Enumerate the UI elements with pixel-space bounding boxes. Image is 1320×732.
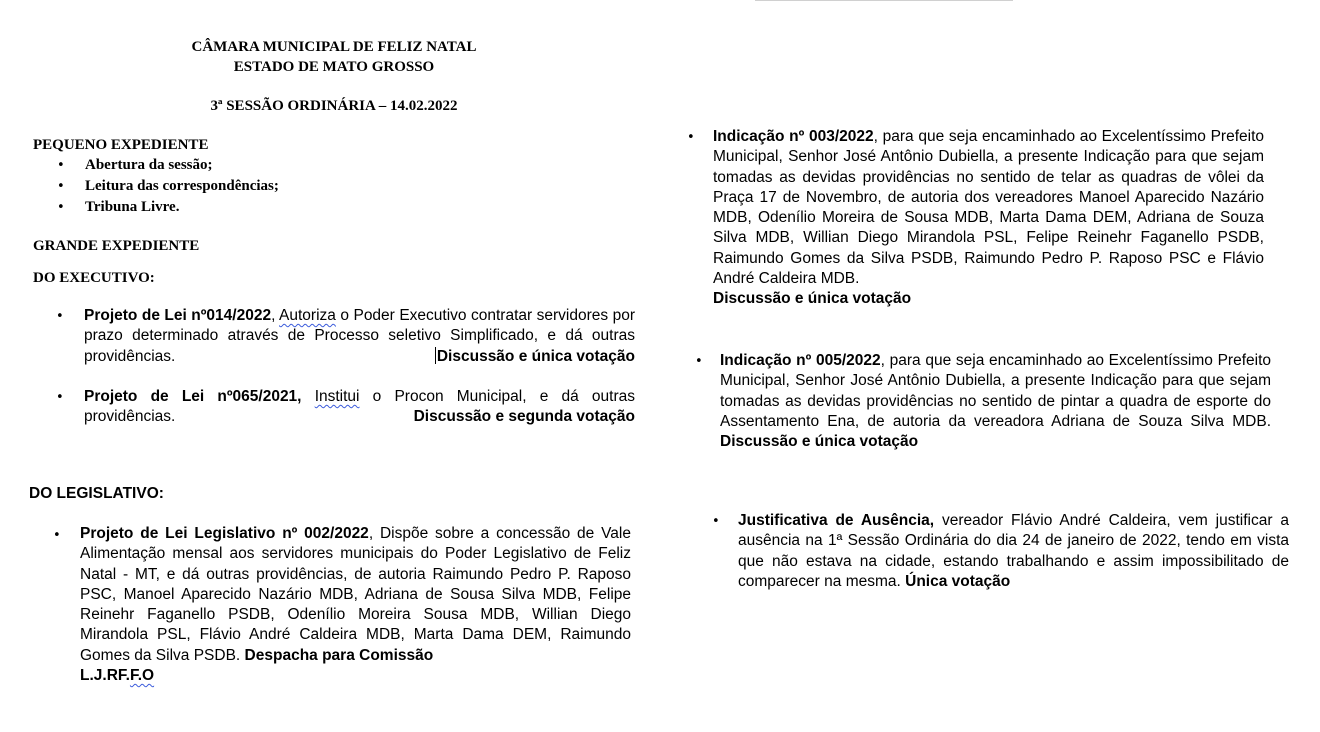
bullet-icon: • bbox=[56, 390, 64, 405]
item-text: , para que seja encaminhado ao Excelentíssimo Prefeito Municipal, Senhor José Antônio Dubiella, a presente Indicação para que sejam tomadas as devidas providências no sentido de telar as quadras de vôlei da Praça 17 de Novembro, de autoria dos vereadores Manoel Aparecido Nazário MDB, Odenílio Moreira de Sousa MDB, Marta Dama DEM, Adriana de Souza Silva MDB, Willian Diego Mirandola PSL, Felipe Reinehr Faganello PSDB, Raimundo Gomes da Silva PSDB, Raimundo Pedro P. Raposo PSC e Flávio André Caldeira MDB. bbox=[713, 128, 1264, 288]
item-title: Justificativa de Ausência, bbox=[738, 512, 935, 529]
item-title: Indicação nº 003/2022 bbox=[713, 128, 874, 145]
bullet-icon: • bbox=[56, 309, 64, 324]
chamber-title: CÂMARA MUNICIPAL DE FELIZ NATAL bbox=[191, 39, 477, 55]
justificativa-item bbox=[738, 511, 1289, 592]
do-executivo-heading: DO EXECUTIVO: bbox=[33, 270, 155, 286]
spellcheck-flagged-word: Autoriza bbox=[279, 307, 336, 324]
item-status: Única votação bbox=[905, 572, 1011, 590]
grande-expediente-heading: GRANDE EXPEDIENTE bbox=[33, 238, 200, 254]
list-item: • Abertura da sessão; bbox=[33, 155, 353, 176]
session-title: 3ª SESSÃO ORDINÁRIA – 14.02.2022 bbox=[210, 98, 458, 114]
separator-text bbox=[302, 388, 315, 405]
commission-code-part: L.J.RF. bbox=[80, 667, 130, 685]
item-status: Discussão e única votação bbox=[436, 347, 635, 365]
legislativo-item bbox=[80, 524, 631, 686]
item-status: Discussão e segunda votação bbox=[413, 408, 635, 426]
item-title: Projeto de Lei nº065/2021, bbox=[84, 388, 302, 405]
item-text: , Dispõe sobre a concessão de Vale Alimentação mensal aos servidores municipais do Poder Legislativo de Feliz Natal - MT, e dá outras providências, de autoria Raimundo Pedro P. Raposo PSC, Manoel Aparecido Nazário MDB, Adriana de Sousa Silva MDB, Felipe Reinehr Faganello PSDB, Odenílio Moreira Sousa MDB, Willian Diego Mirandola PSL, Flávio André Caldeira MDB, Marta Dama DEM, Raimundo Gomes da Silva PSDB. bbox=[80, 525, 631, 664]
page-top-rule bbox=[755, 0, 1013, 1]
spellcheck-flagged-word: F.O bbox=[129, 667, 155, 685]
commission-code bbox=[80, 667, 154, 684]
item-text: o Procon Municipal, e dá outras providências. bbox=[84, 388, 636, 426]
item-text: , para que seja encaminhado ao Excelentíssimo Prefeito Municipal, Senhor José Antônio Dubiella, a presente Indicação para que sejam tomadas as devidas providências no sentido de pintar a quadra de esporte do Assentamento Ena, de autoria da vereadora Adriana de Souza Silva MDB. bbox=[720, 352, 1271, 430]
item-text: o Poder Executivo contratar servidores por prazo determinado através de Processo seletivo Simplificado, e dá outras providências. bbox=[84, 307, 636, 365]
indicacao-item bbox=[720, 351, 1271, 452]
state-title: ESTADO DE MATO GROSSO bbox=[233, 59, 435, 75]
item-title: Projeto de Lei nº014/2022 bbox=[84, 307, 272, 324]
pequeno-expediente-heading: PEQUENO EXPEDIENTE bbox=[33, 137, 209, 153]
bullet-icon: • bbox=[53, 528, 61, 543]
bullet-icon: • bbox=[687, 130, 695, 145]
do-legislativo-heading: DO LEGISLATIVO: bbox=[29, 485, 164, 502]
text-cursor bbox=[435, 347, 436, 364]
item-status: Discussão e única votação bbox=[720, 433, 919, 451]
item-status: Despacha para Comissão bbox=[244, 646, 434, 664]
list-item: • Leitura das correspondências; bbox=[33, 176, 353, 197]
list-item: • Tribuna Livre. bbox=[33, 197, 353, 218]
bullet-icon: • bbox=[695, 354, 703, 369]
item-title: Projeto de Lei Legislativo nº 002/2022 bbox=[80, 525, 369, 542]
item-text: vereador Flávio André Caldeira, vem justificar a ausência na 1ª Sessão Ordinária do dia 24 de janeiro de 2022, tendo em vista que não estava na cidade, estando trabalhando e assim impossibilitado de comparecer na mesma. bbox=[738, 512, 1289, 590]
separator-text: , bbox=[271, 307, 280, 324]
item-status: Discussão e única votação bbox=[713, 290, 912, 308]
item-title: Indicação nº 005/2022 bbox=[720, 352, 881, 369]
executivo-item bbox=[84, 387, 635, 428]
pequeno-expediente-list bbox=[33, 155, 353, 218]
bullet-icon: • bbox=[712, 514, 720, 529]
executivo-item bbox=[84, 306, 635, 367]
spellcheck-flagged-word: Institui bbox=[314, 388, 360, 405]
indicacao-item bbox=[713, 127, 1264, 310]
